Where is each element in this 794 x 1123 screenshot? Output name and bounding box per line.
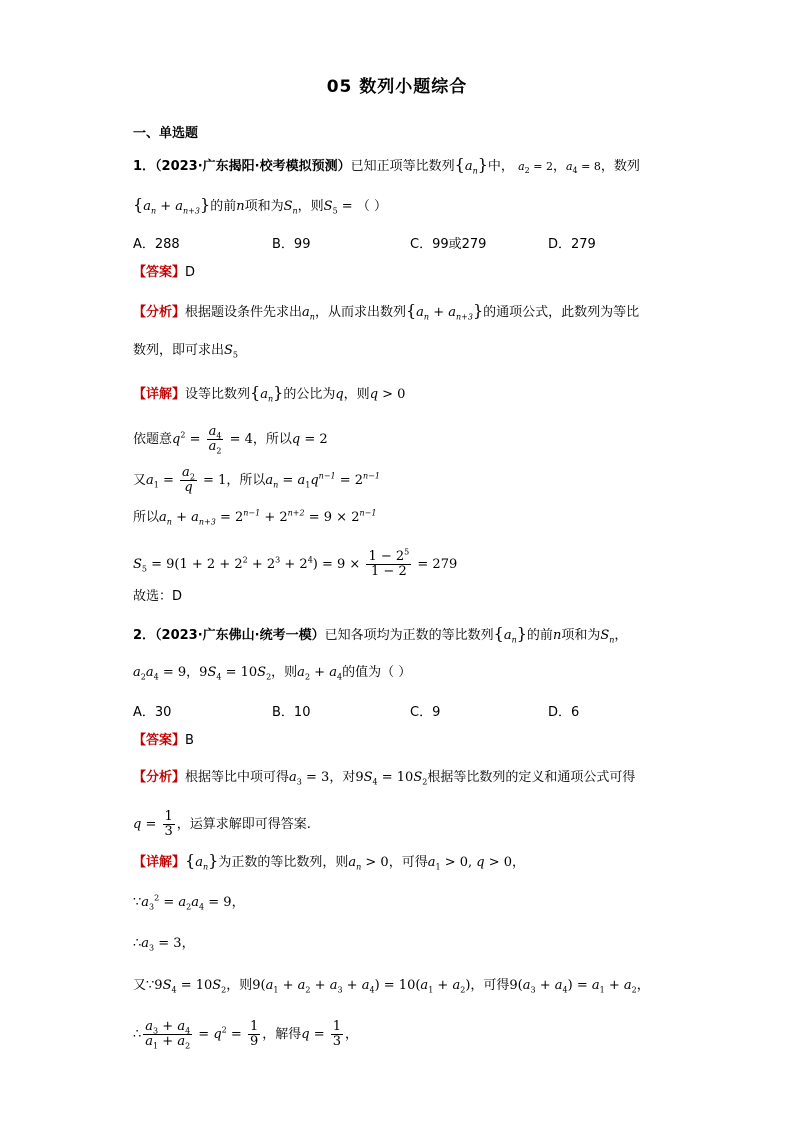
q1-conclusion: 故选：D (133, 589, 183, 604)
q1-analysis-line1: 【分析】根据题设条件先求出$a_n$，从而求出数列$\{a_n + a_{n+3}\}$的通项公式，此数列为等比 (133, 301, 640, 322)
q2-answer: 【答案】B (133, 733, 194, 748)
page-title: 05 数列小题综合 (326, 77, 468, 97)
q1-answer-label: 【答案】 (133, 265, 186, 280)
section-heading: 一、单选题 (133, 126, 199, 141)
q1-step2: 依题意$q^2$ = $\frac{a_4}{a_2}$ = 4，所以q = 2 (133, 424, 328, 456)
q2-detail-label: 【详解】 (133, 855, 186, 870)
q2-analysis-line2: q = $\frac{1}{3}$ ，运算求解即可得答案. (133, 809, 311, 839)
q2-option-b: B．10 (272, 705, 311, 720)
q1-stem-line2: $\{a_n + a_{n+3}\}$的前n项和为$S_n$，则$S_5$ = （ ） (133, 195, 387, 216)
q2-analysis-line1: 【分析】根据等比中项可得$a_3 = 3$，对$9S_4 = 10S_2$根据等比数列的定义和通项公式可得 (133, 770, 636, 787)
q2-stem-line1: 2．（2023·广东佛山·统考一模）已知各项均为正数的等比数列$\{a_n\}$的前n项和为$S_n$， (133, 624, 628, 645)
q2-source: （2023·广东佛山·统考一模） (155, 628, 325, 643)
q1-answer: 【答案】D (133, 265, 196, 280)
q1-option-b: B．99 (272, 237, 311, 252)
q2-option-c: C．9 (410, 705, 441, 720)
q2-detail-line1: 【详解】$\{a_n\}$为正数的等比数列，则$a_n > 0$，可得$a_1 > 0$, q > 0， (133, 851, 526, 872)
q2-option-a: A．30 (133, 705, 172, 720)
q2-step3: $\therefore a_3 = 3$， (133, 936, 195, 953)
q1-step4: 所以$a_n + a_{n+3} = 2^{n-1} + 2^{n+2} = 9 \times 2^{n-1}$ (133, 508, 377, 527)
q1-step3: 又$a_1$ = $\frac{a_2}{q}$ = 1，所以$a_n = a_1q^{n-1} = 2^{n-1}$ (133, 465, 380, 495)
q2-answer-label: 【答案】 (133, 733, 186, 748)
q1-analysis-label: 【分析】 (133, 305, 186, 320)
q1-step5: $S_5 = 9(1 + 2 + 2^2 + 2^3 + 2^4) = 9$ × $\frac{1 - 2^5}{1 - 2}$ = 279 (133, 547, 458, 579)
q2-step5: ∴ $\frac{a_3 + a_4}{a_1 + a_2}$ = $q^2$ = $\frac{1}{9}$ ，解得q = $\frac{1}{3}$ ， (133, 1019, 359, 1051)
q1-stem-line1: 1．（2023·广东揭阳·校考模拟预测）已知正项等比数列$\{a_n\}$中， $a_2 = 2$，$a_4 = 8$，数列 (133, 155, 640, 176)
q2-step2: $\because a_3^2 = a_2a_4 = 9$， (133, 893, 245, 912)
q1-option-a: A．288 (133, 237, 180, 252)
q1-option-d: D．279 (548, 237, 596, 252)
q2-analysis-label: 【分析】 (133, 770, 186, 785)
q2-stem-line2: $a_2a_4 = 9$，$9S_4 = 10S_2$，则$a_2 + a_4$的值为（ ） (133, 665, 412, 682)
q2-number: 2． (133, 628, 156, 643)
q1-detail-label: 【详解】 (133, 387, 186, 402)
q1-option-c: C．99或279 (410, 237, 487, 252)
q1-analysis-line2: 数列，即可求出$S_5$ (133, 343, 239, 360)
q2-step4: 又$\because 9S_4 = 10S_2$，则$9(a_1 + a_2 + a_3 + a_4) = 10(a_1 + a_2)$，可得$9(a_3 + a_4) = a_1 + a_2$， (133, 978, 650, 995)
q1-detail-line1: 【详解】设等比数列$\{a_n\}$的公比为q，则q > 0 (133, 383, 406, 404)
q1-number: 1． (133, 159, 156, 174)
q1-source: （2023·广东揭阳·校考模拟预测） (155, 159, 351, 174)
q2-option-d: D．6 (548, 705, 580, 720)
